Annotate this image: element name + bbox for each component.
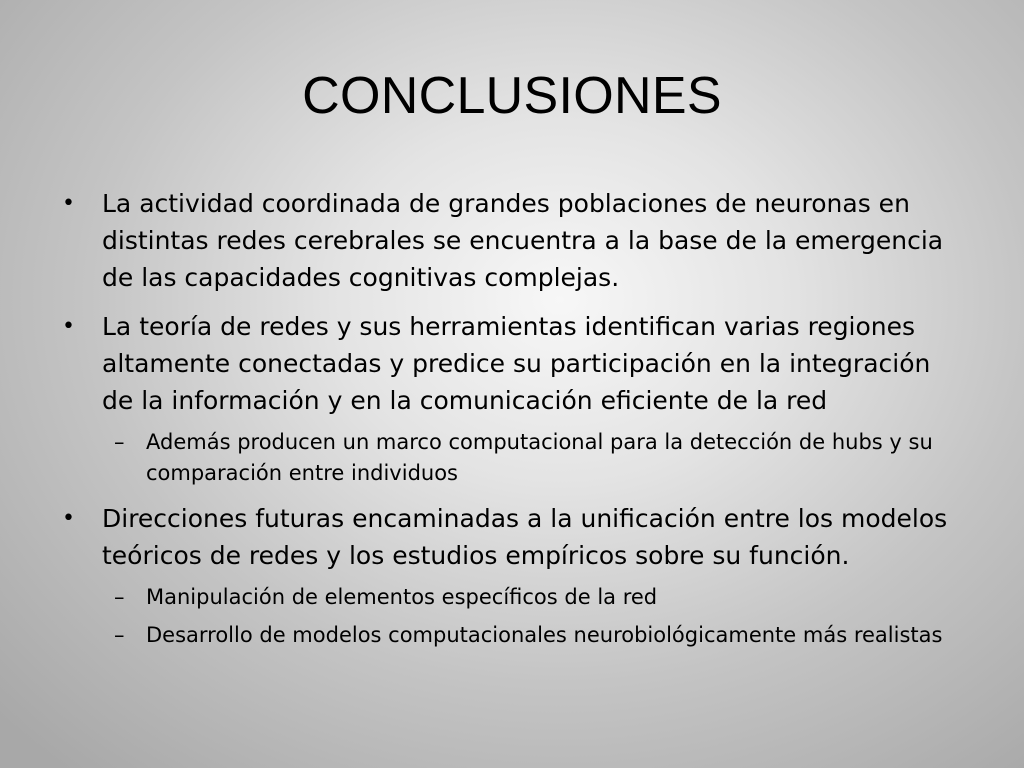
subbullet-text-2: Manipulación de elementos específicos de la red bbox=[146, 585, 658, 609]
bullet-item-3 bbox=[56, 500, 961, 574]
bullet-text-1: La actividad coordinada de grandes poblaciones de neuronas en distintas redes cerebrales se encuentra a la base de la emergencia de las capacidades cognitivas complejas. bbox=[102, 189, 944, 292]
bullet-marker-2: • bbox=[62, 314, 75, 339]
subbullet-marker-1: – bbox=[114, 430, 125, 454]
subbullet-marker-2: – bbox=[114, 585, 125, 609]
bullet-item-1 bbox=[56, 185, 961, 296]
subbullet-item-2 bbox=[56, 582, 961, 613]
subbullet-text-1: Además producen un marco computacional para la detección de hubs y su comparación entre individuos bbox=[146, 430, 933, 485]
subbullet-marker-3: – bbox=[114, 623, 125, 647]
subbullet-item-1 bbox=[56, 427, 961, 489]
bullet-marker-1: • bbox=[62, 191, 75, 216]
bullet-text-2: La teoría de redes y sus herramientas identifican varias regiones altamente conectadas y predice su participación en la integración de la información y en la comunicación eficiente de la red bbox=[102, 312, 931, 415]
bullet-text-3: Direcciones futuras encaminadas a la unificación entre los modelos teóricos de redes y los estudios empíricos sobre su función. bbox=[102, 504, 948, 570]
slide-title: CONCLUSIONES bbox=[302, 67, 722, 125]
bullet-marker-3: • bbox=[62, 506, 75, 531]
subbullet-item-3 bbox=[56, 620, 961, 651]
subbullet-text-3: Desarrollo de modelos computacionales neurobiológicamente más realistas bbox=[146, 623, 943, 647]
bullet-list bbox=[56, 185, 961, 662]
bullet-item-2 bbox=[56, 308, 961, 419]
